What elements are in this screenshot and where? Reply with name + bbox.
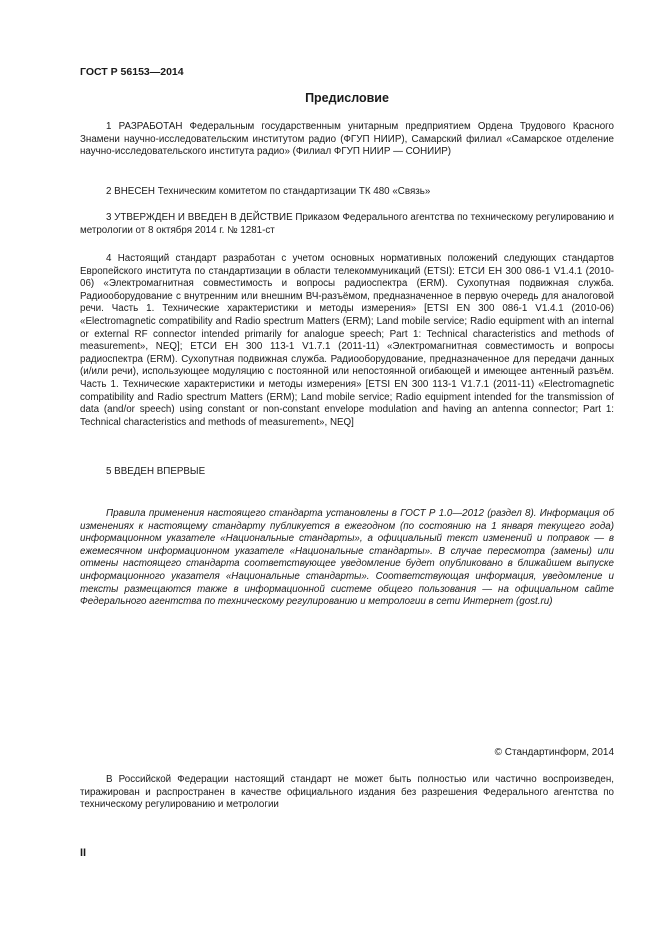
item-approved: 3 УТВЕРЖДЕН И ВВЕДЕН В ДЕЙСТВИЕ Приказом Федерального агентства по техническому регулированию и метрологии от 8 октября 2014 г. № 1281-ст [80,212,614,236]
item-harmonization: 4 Настоящий стандарт разработан с учетом основных нормативных положений следующих стандартов Европейского института по стандартизации в области телекоммуникаций (ETSI): ЕТСИ ЕН 300 086-1 V1.4.1 (2010-06) «Электромагнитная совместимость и вопросы радиоспектра (ERM). Сухопутная подвижная служба. Радиооборудование с внутренним или внешним ВЧ-разъёмом, предназначенное в первую очередь для аналоговой речи. Часть 1. Технические характеристики и методы измерения» [ETSI EN 300 086-1 V1.4.1 (2010-06) «Electromagnetic compatibility and Radio spectrum Matters (ERM); Land mobile service; Radio equipment with an internal or external RF connector intended primarily for analogue speech; Part 1: Technical characteristics and methods of measurement», NEQ]; ЕТСИ ЕН 300 113-1 V1.7.1 (2011-11) «Электромагнитная совместимость и вопросы радиоспектра (ERM). Сухопутная подвижная служба. Радиооборудование, предназначенное для передачи данных (и/или речи), использующее модуляцию с постоянной или непостоянной огибающей и имеющее антенный разъём. Часть 1. Технические характеристики и методы измерения» [ETSI EN 300 113-1 V1.7.1 (2011-11) «Electromagnetic compatibility and Radio spectrum Matters (ERM); Land mobile service; Radio equipment intended for the transmission of data (and/or speech) using constant or non-constant envelope modulation and having an antenna connector; Part 1: Technical characteristics and methods of measurement», NEQ] [80,253,614,428]
item-introduced: 5 ВВЕДЕН ВПЕРВЫЕ [106,466,206,477]
copyright: © Стандартинформ, 2014 [494,747,614,758]
page-number: II [80,847,87,859]
item-developed: 1 РАЗРАБОТАН Федеральным государственным унитарным предприятием Ордена Трудового Красного Знамени научно-исследовательским институтом радио (ФГУП НИИР), Самарский филиал «Самарское отделение научно-исследовательского института радио» (Филиал ФГУП НИИР — СОНИИР) [80,121,614,158]
application-notice: Правила применения настоящего стандарта установлены в ГОСТ Р 1.0—2012 (раздел 8). Информация об изменениях к настоящему стандарту публикуется в ежегодном (по состоянию на 1 января текущего года) информационном указателе «Национальные стандарты», а официальный текст изменений и поправок — в ежемесячном информационном указателе «Национальные стандарты». В случае пересмотра (замены) или отмены настоящего стандарта соответствующее уведомление будет опубликовано в ближайшем выпуске информационного указателя «Национальные стандарты». Соответствующая информация, уведомление и тексты размещаются также в информационной системе общего пользования — на официальном сайте Федерального агентства по техническому регулированию и метрологии в сети Интернет (gost.ru) [80,508,614,608]
page-title: Предисловие [305,91,389,105]
item-submitted: 2 ВНЕСЕН Техническим комитетом по стандартизации ТК 480 «Связь» [106,186,431,197]
standard-header: ГОСТ Р 56153—2014 [80,66,184,78]
reproduction-restriction: В Российской Федерации настоящий стандарт не может быть полностью или частично воспроизведен, тиражирован и распространен в качестве официального издания без разрешения Федерального агентства по техническому регулированию и метрологии [80,774,614,811]
